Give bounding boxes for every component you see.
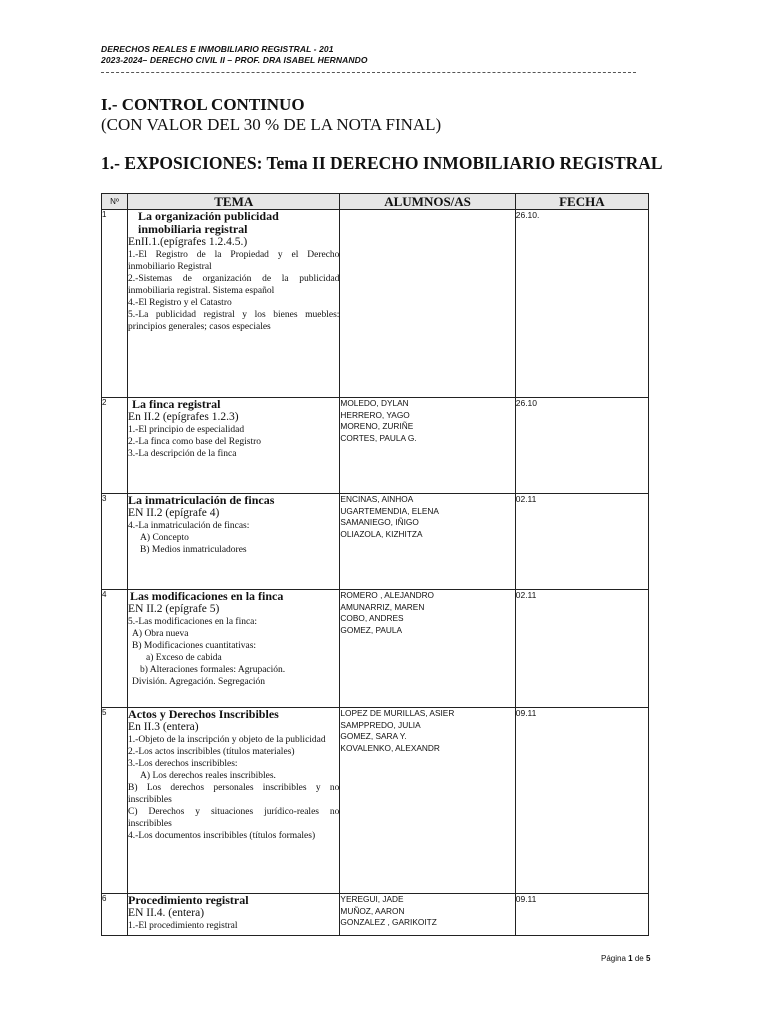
section-title: I.- CONTROL CONTINUO [101,95,305,114]
student-name: GONZALEZ , GARIKOITZ [340,917,437,927]
topic-line: C) Derechos y situaciones jurídico-reales no inscribibles [128,807,340,829]
row-number: 4 [102,590,128,708]
topic-line: 4.-El Registro y el Catastro [128,298,232,308]
exposiciones-table [101,193,649,936]
document-header [101,44,368,66]
topic-section: EN II.4. (entera) [128,907,205,919]
student-name: MORENO, ZURIÑE [340,421,414,431]
student-name: LOPEZ DE MURILLAS, ASIER [340,708,455,718]
student-name: MUÑOZ, AARON [340,905,405,916]
student-name: OLIAZOLA, KIZHITZA [340,528,423,539]
student-name: AMUNARRIZ, MAREN [340,601,425,612]
student-name: KOVALENKO, ALEXANDR [340,742,440,753]
section-heading [101,95,441,135]
page-footer [601,954,650,963]
row-tema [128,398,340,494]
topic-line: A) Los derechos reales inscribibles. [140,771,276,781]
table-row [102,590,649,708]
footer-label: Página [601,954,626,963]
topic-line: 3.-La descripción de la finca [128,449,237,459]
row-students [340,590,515,708]
student-name: MOLEDO, DYLAN [340,398,409,408]
row-number: 3 [102,494,128,590]
topic-line: A) Obra nueva [132,629,189,639]
table-row [102,894,649,936]
footer-sep: de [634,954,644,963]
header-alumnos: ALUMNOS/AS [340,194,515,210]
row-students [340,398,515,494]
row-date: 09.11 [515,708,648,894]
topic-line: 4.-Los documentos inscribibles (títulos formales) [128,831,316,841]
student-name: SAMANIEGO, IÑIGO [340,517,419,527]
row-number: 5 [102,708,128,894]
row-tema [128,894,340,936]
student-name: CORTES, PAULA G. [340,432,417,443]
row-tema [128,708,340,894]
row-students [340,894,515,936]
topic-title: La inmatriculación de fincas [128,493,275,507]
student-name: YEREGUI, JADE [340,894,404,904]
row-number: 2 [102,398,128,494]
topic-title: La organización publicidad [138,209,279,223]
subsection-heading: 1.- EXPOSICIONES: Tema II DERECHO INMOBILIARIO REGISTRAL [101,153,663,173]
topic-line: 4.-La inmatriculación de fincas: [128,521,250,531]
topic-line: 3.-Los derechos inscribibles: [128,759,238,769]
header-line-2: 2023-2024– DERECHO CIVIL II – PROF. DRA ISABEL HERNANDO [101,55,368,65]
table-row [102,210,649,398]
topic-line: 1.-Objeto de la inscripción y objeto de la publicidad [128,735,326,745]
row-tema [128,210,340,398]
table-row [102,708,649,894]
topic-section: EnII.1.(epígrafes 1.2.4.5.) [128,236,248,248]
row-date: 09.11 [515,894,648,936]
row-date: 02.11 [515,590,648,708]
topic-line: a) Exceso de cabida [146,653,222,663]
table-row [102,398,649,494]
student-name: UGARTEMENDIA, ELENA [340,505,439,516]
student-name: COBO, ANDRES [340,613,404,623]
topic-section: En II.3 (entera) [128,721,199,733]
topic-line: 2.-La finca como base del Registro [128,437,262,447]
footer-page-total: 5 [645,954,651,963]
topic-section: EN II.2 (epígrafe 4) [128,507,220,519]
header-fecha: FECHA [515,194,648,210]
row-students [340,210,515,398]
topic-title: La finca registral [132,397,221,411]
topic-section: En II.2 (epígrafes 1.2.3) [128,411,239,423]
row-date: 02.11 [515,494,648,590]
topic-title-cont: inmobiliaria registral [138,222,248,236]
topic-line: 2.-Sistemas de organización de la publicidad inmobiliaria registral. Sistema español [128,274,340,296]
topic-line: B) Medios inmatriculadores [140,545,247,555]
topic-line: B) Modificaciones cuantitativas: [132,641,257,651]
row-students [340,708,515,894]
topic-line: 1.-El Registro de la Propiedad y el Derecho inmobiliario Registral [128,250,340,272]
footer-page-number: 1 [628,954,633,963]
header-num: Nº [102,194,128,210]
header-tema: TEMA [128,194,340,210]
topic-title: Actos y Derechos Inscribibles [128,707,279,721]
topic-line: 2.-Los actos inscribibles (títulos materiales) [128,747,295,757]
topic-section: EN II.2 (epígrafe 5) [128,603,220,615]
header-line-1: DERECHOS REALES E INMOBILIARIO REGISTRAL - 201 [101,44,334,54]
topic-line: B) Los derechos personales inscribibles y no inscribibles [128,783,340,805]
header-divider [101,72,636,73]
student-name: ROMERO , ALEJANDRO [340,590,435,600]
student-name: GOMEZ, PAULA [340,624,403,635]
topic-title: Procedimiento registral [128,893,249,907]
topic-line: b) Alteraciones formales: Agrupación. [140,665,286,675]
row-students [340,494,515,590]
student-name: HERRERO, YAGO [340,409,410,420]
table-header-row [102,194,649,210]
row-number: 1 [102,210,128,398]
student-name: ENCINAS, AINHOA [340,494,414,504]
row-date: 26.10. [515,210,648,398]
row-tema [128,590,340,708]
topic-line: División. Agregación. Segregación [132,677,266,687]
topic-line: 5.-La publicidad registral y los bienes muebles: principios generales; casos especiales [128,310,340,332]
student-name: SAMPPREDO, JULIA [340,719,421,730]
topic-line: A) Concepto [140,533,189,543]
topic-line: 1.-El principio de especialidad [128,425,245,435]
topic-title: Las modificaciones en la finca [130,589,284,603]
row-tema [128,494,340,590]
student-name: GOMEZ, SARA Y. [340,731,407,741]
row-number: 6 [102,894,128,936]
topic-line: 1.-El procedimiento registral [128,921,238,931]
section-subtitle: (CON VALOR DEL 30 % DE LA NOTA FINAL) [101,115,442,134]
row-date: 26.10 [515,398,648,494]
table-row [102,494,649,590]
topic-line: 5.-Las modificaciones en la finca: [128,617,258,627]
